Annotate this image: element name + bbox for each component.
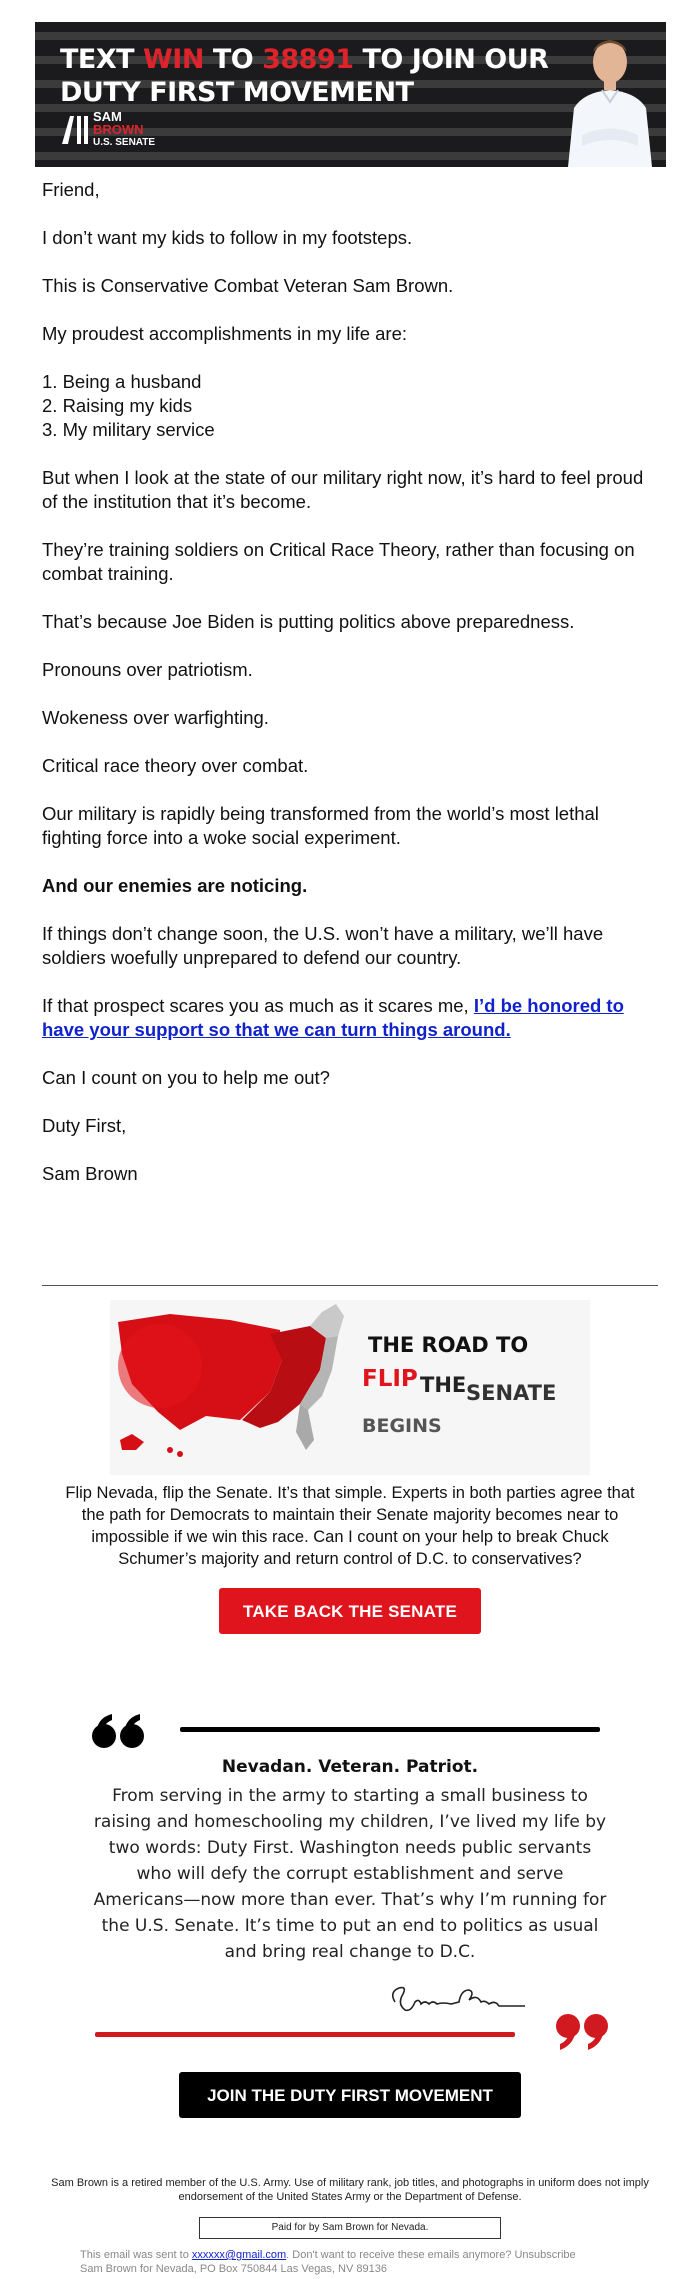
military-disclaimer: Sam Brown is a retired member of the U.S. Army. Use of military rank, job titles, and photographs in uniform does not imply endorsement of the United States Army or the Department of Defense. <box>51 2177 649 2203</box>
image-caption-senate: SENATE <box>466 1381 557 1405</box>
paragraph: But when I look at the state of our military right now, it’s hard to feel proud of the institution that it’s become. <box>42 467 644 512</box>
paragraph: If things don’t change soon, the U.S. won’t have a military, we’ll have soldiers woefully unprepared to defend our country. <box>42 923 604 968</box>
paragraph: That’s because Joe Biden is putting politics above preparedness. <box>42 611 575 632</box>
paid-for-box: Paid for by Sam Brown for Nevada. <box>199 2217 501 2239</box>
accomplishment-list <box>42 370 662 442</box>
quote-top-bar <box>180 1727 600 1732</box>
banner-headline-line2: DUTY FIRST MOVEMENT <box>60 77 414 108</box>
letter-body <box>42 178 662 1210</box>
image-caption-begins: BEGINS <box>362 1415 442 1437</box>
quote-bottom-bar <box>95 2032 515 2037</box>
logo-wordmark: SAM BROWN U.S. SENATE <box>93 109 156 148</box>
sam-brown-logo-icon <box>60 112 90 146</box>
support-paragraph: If that prospect scares you as much as it scares me, I’d be honored to have your support so that we can turn things around. <box>42 995 624 1040</box>
paragraph: This is Conservative Combat Veteran Sam Brown. <box>42 275 454 296</box>
footer-info <box>80 2248 640 2276</box>
quote-body: From serving in the army to starting a small business to raising and homeschooling my children, I’ve lived my life by two words: Duty First. Washington needs public servants who will defy the corrupt establishment and serve Americans—now more than ever. That’s why I’m running for the U.S. Senate. It’s time to put an end to politics as usual and bring real change to D.C. <box>93 1786 607 1962</box>
bold-paragraph: And our enemies are noticing. <box>42 875 308 896</box>
banner-headline-line1: TEXT WIN TO 38891 TO JOIN OUR <box>60 44 549 75</box>
mailing-address: Sam Brown for Nevada, PO Box 750844 Las Vegas, NV 89136 <box>80 2263 387 2275</box>
paragraph: They’re training soldiers on Critical Race Theory, rather than focusing on combat training. <box>42 539 635 584</box>
paragraph: Critical race theory over combat. <box>42 755 309 776</box>
sent-to-line: This email was sent to xxxxxx@gmail.com. Don't want to receive these emails anymore? Unsubscribe <box>80 2249 576 2261</box>
road-to-flip-image[interactable] <box>110 1300 590 1475</box>
open-quote-icon <box>90 1712 150 1752</box>
signature-name: Sam Brown <box>42 1163 138 1184</box>
list-item: 3. My military service <box>42 419 215 440</box>
close-quote-icon <box>550 2012 610 2052</box>
flip-nevada-text: Flip Nevada, flip the Senate. It’s that simple. Experts in both parties agree that the path for Democrats to maintain their Senate majority becomes near to impossible if we win this race. Can I count on your help to break Chuck Schumer’s majority and return control of D.C. to conservatives? <box>65 1484 635 1568</box>
image-caption-flip: FLIP <box>362 1366 418 1392</box>
list-item: 1. Being a husband <box>42 371 202 392</box>
take-back-the-senate-button[interactable]: TAKE BACK THE SENATE <box>219 1588 481 1634</box>
candidate-photo <box>564 30 656 167</box>
quote-title: Nevadan. Veteran. Patriot. <box>221 1757 479 1777</box>
closing: Duty First, <box>42 1115 127 1136</box>
support-link[interactable]: I’d be honored to have your support so that we can turn things around. <box>42 995 624 1040</box>
paragraph: Pronouns over patriotism. <box>42 659 253 680</box>
divider <box>42 1285 658 1286</box>
paragraph: My proudest accomplishments in my life are: <box>42 323 407 344</box>
paragraph: I don’t want my kids to follow in my footsteps. <box>42 227 413 248</box>
image-caption-the: THE <box>420 1373 467 1397</box>
recipient-email-link[interactable]: xxxxxx@gmail.com <box>191 2249 287 2261</box>
paragraph: Wokeness over warfighting. <box>42 707 269 728</box>
list-item: 2. Raising my kids <box>42 395 193 416</box>
paragraph: Our military is rapidly being transformed from the world’s most lethal fighting force into a woke social experiment. <box>42 803 599 848</box>
image-caption-line1: THE ROAD TO <box>368 1333 529 1357</box>
paragraph: Can I count on you to help me out? <box>42 1067 330 1088</box>
join-duty-first-button[interactable]: JOIN THE DUTY FIRST MOVEMENT <box>179 2072 521 2118</box>
header-banner[interactable] <box>35 22 666 167</box>
greeting: Friend, <box>42 179 100 200</box>
handwritten-signature <box>385 1978 530 2018</box>
